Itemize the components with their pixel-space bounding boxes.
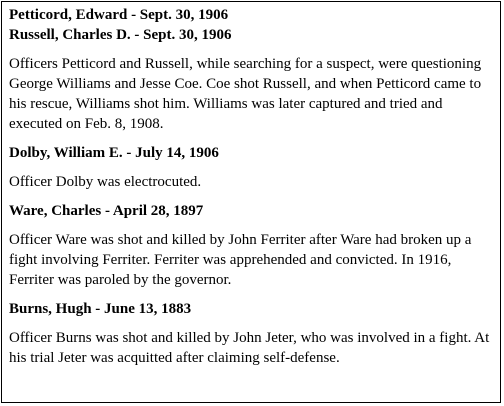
memorial-content xyxy=(2,2,500,368)
entry-title-burns: Burns, Hugh - June 13, 1883 xyxy=(9,301,192,317)
entry-body-petticord-russell: Officers Petticord and Russell, while searching for a suspect, were questioning George Williams and Jesse Coe. Coe shot Russell, and when Petticord came to his rescue, Williams shot him. Williams was later captured and tried and executed on Feb. 8, 1908. xyxy=(9,56,482,132)
memorial-entry-petticord-russell xyxy=(9,5,493,134)
entry-title-petticord: Petticord, Edward - Sept. 30, 1906 xyxy=(9,7,229,23)
memorial-entry-dolby xyxy=(9,143,493,192)
entry-body-burns: Officer Burns was shot and killed by John Jeter, who was involved in a fight. At his trial Jeter was acquitted after claiming self-defense. xyxy=(9,330,490,366)
entry-body-ware: Officer Ware was shot and killed by John Ferriter after Ware had broken up a fight involving Ferriter. Ferriter was apprehended and convicted. In 1916, Ferriter was paroled by the governor. xyxy=(9,232,472,288)
memorial-document xyxy=(1,1,501,403)
entry-title-ware: Ware, Charles - April 28, 1897 xyxy=(9,203,204,219)
entry-title-dolby: Dolby, William E. - July 14, 1906 xyxy=(9,145,219,161)
entry-body-dolby: Officer Dolby was electrocuted. xyxy=(9,174,202,190)
entry-title-russell: Russell, Charles D. - Sept. 30, 1906 xyxy=(9,27,232,43)
memorial-entry-burns xyxy=(9,299,493,368)
memorial-entry-ware xyxy=(9,201,493,290)
